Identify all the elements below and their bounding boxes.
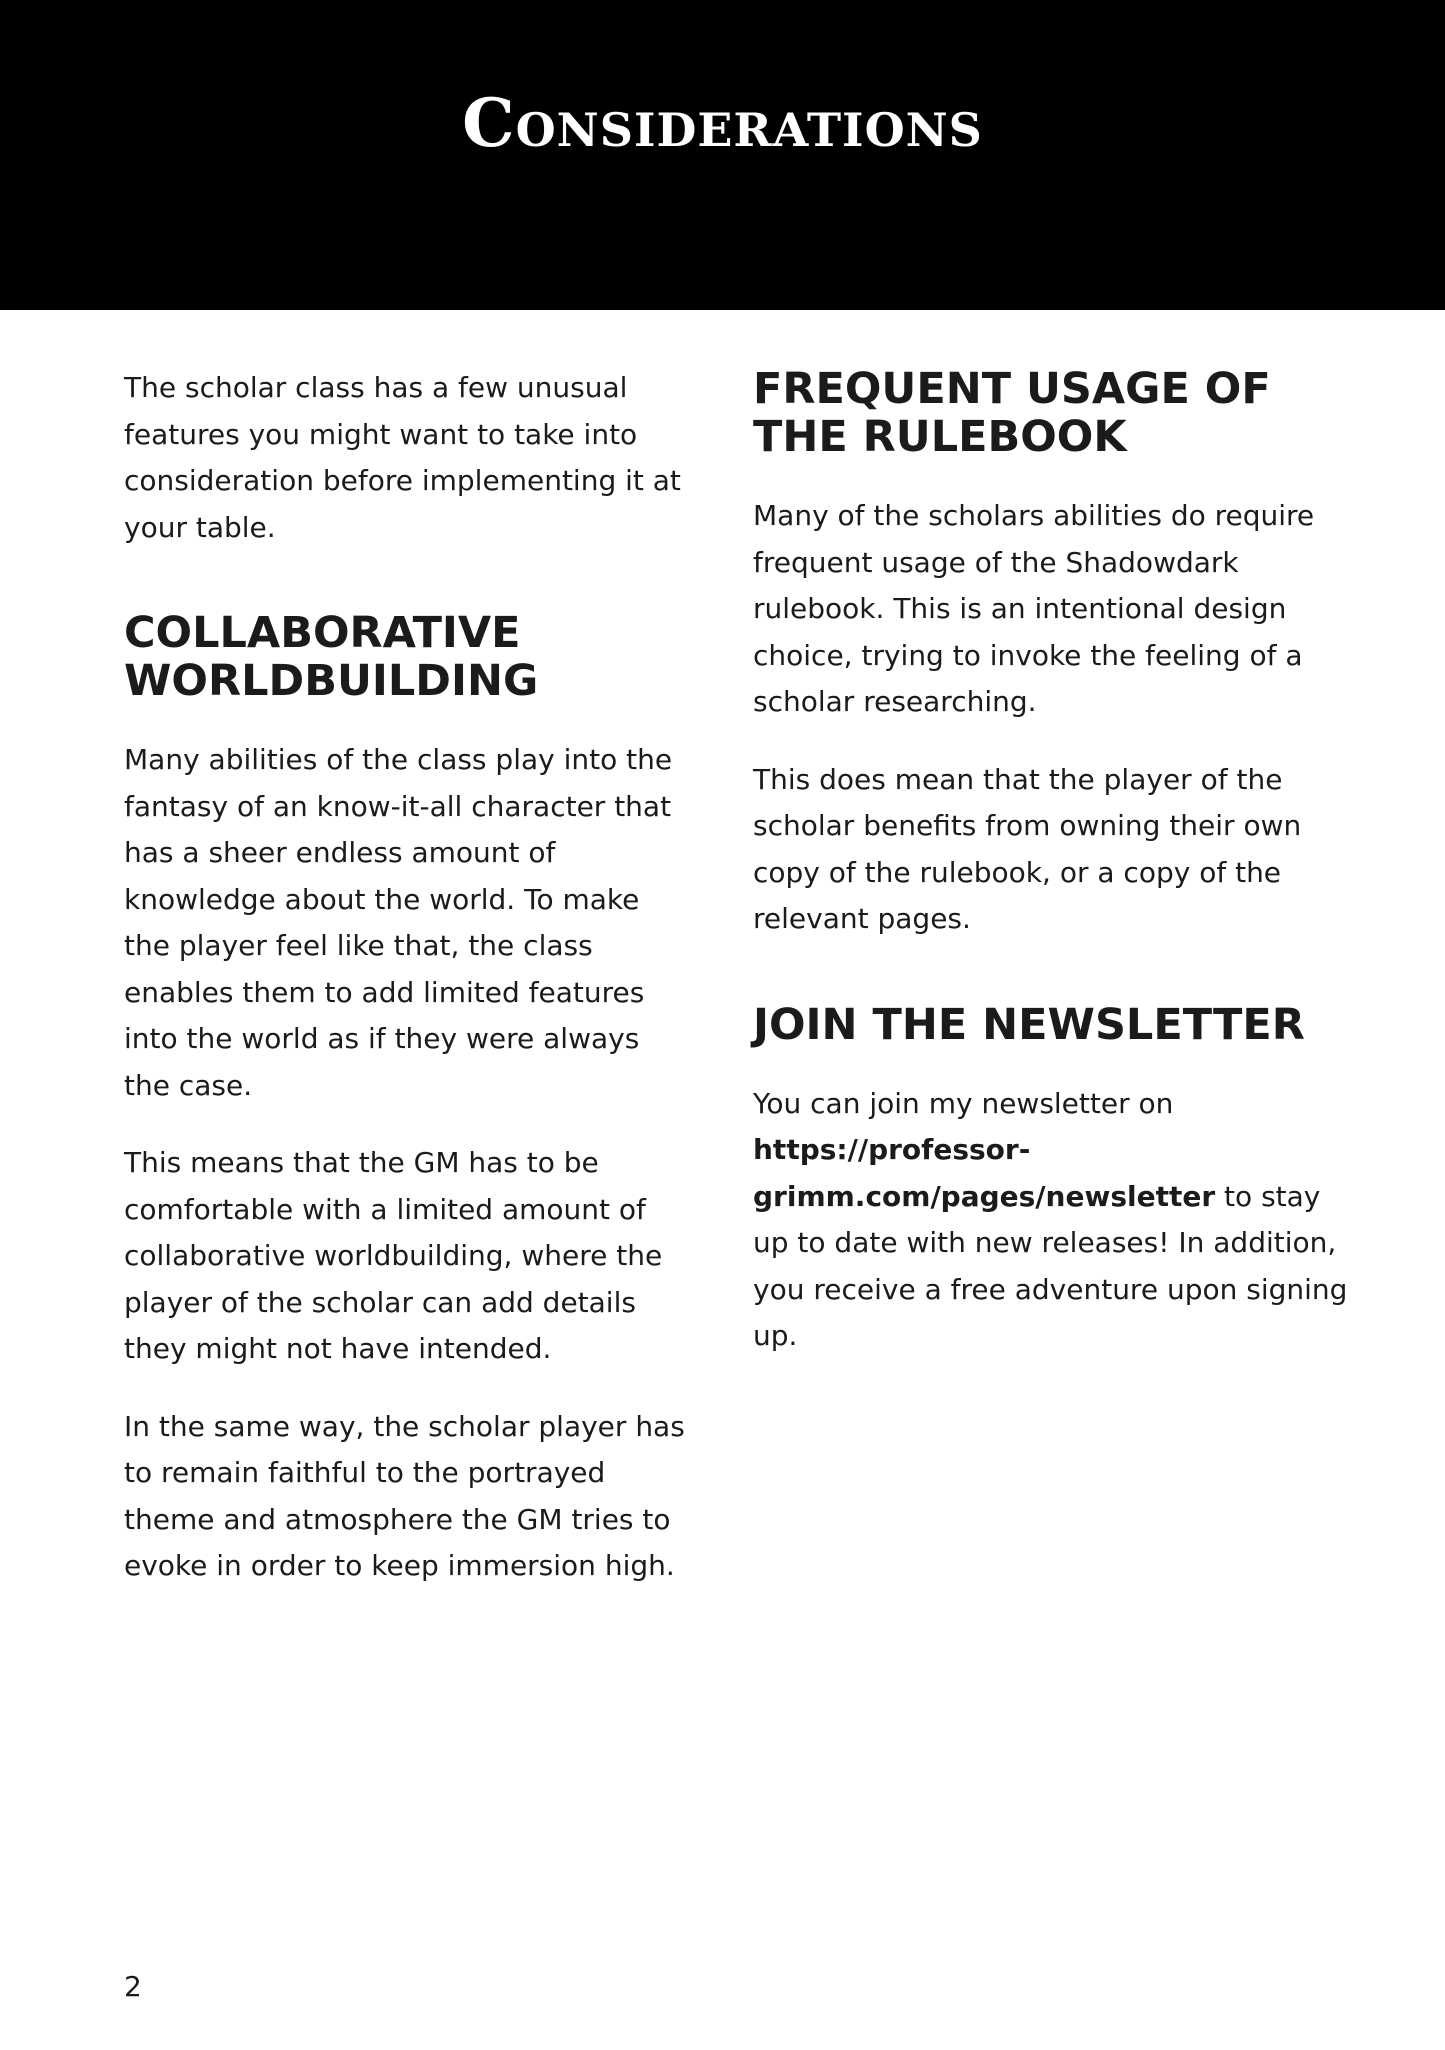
- newsletter-link[interactable]: https://professor-grimm.com/pages/newsletter: [753, 1133, 1216, 1213]
- intro-paragraph: The scholar class has a few unusual features you might want to take into consideration before implementing it at your table.: [124, 371, 681, 544]
- page-title: Considerations: [462, 84, 983, 162]
- section-heading-collaborative-worldbuilding: COLLABORATIVE WORLDBUILDING: [124, 608, 539, 706]
- section-heading-newsletter: JOIN THE NEWSLETTER: [753, 999, 1305, 1050]
- left-column: [124, 365, 694, 1621]
- newsletter-paragraph: [753, 1081, 1353, 1360]
- page-number: 2: [124, 1970, 142, 2003]
- newsletter-text-before: You can join my newsletter on: [753, 1086, 1174, 1120]
- body-paragraph: This does mean that the player of the scholar benefits from owning their own copy of the rulebook, or a copy of the relevant pages.: [753, 762, 1302, 935]
- right-column: [753, 365, 1353, 1391]
- newsletter-text-after: to stay up to date with new releases! In addition, you receive a free adventure upon signing up.: [753, 1179, 1348, 1352]
- body-paragraph: This means that the GM has to be comfortable with a limited amount of collaborative worldbuilding, where the player of the scholar can add details they might not have intended.: [124, 1146, 663, 1365]
- section-heading-frequent-usage: FREQUENT USAGE OF THE RULEBOOK: [753, 364, 1271, 462]
- body-paragraph: In the same way, the scholar player has to remain faithful to the portrayed theme and atmosphere the GM tries to evoke in order to keep immersion high.: [124, 1409, 685, 1582]
- body-paragraph: Many abilities of the class play into the fantasy of an know-it-all character that has a sheer endless amount of knowledge about the world. To make the player feel like that, the class enables them to add limited features into the world as if they were always the case.: [124, 743, 673, 1102]
- body-paragraph: Many of the scholars abilities do require frequent usage of the Shadowdark rulebook. This is an intentional design choice, trying to invoke the feeling of a scholar researching.: [753, 499, 1315, 718]
